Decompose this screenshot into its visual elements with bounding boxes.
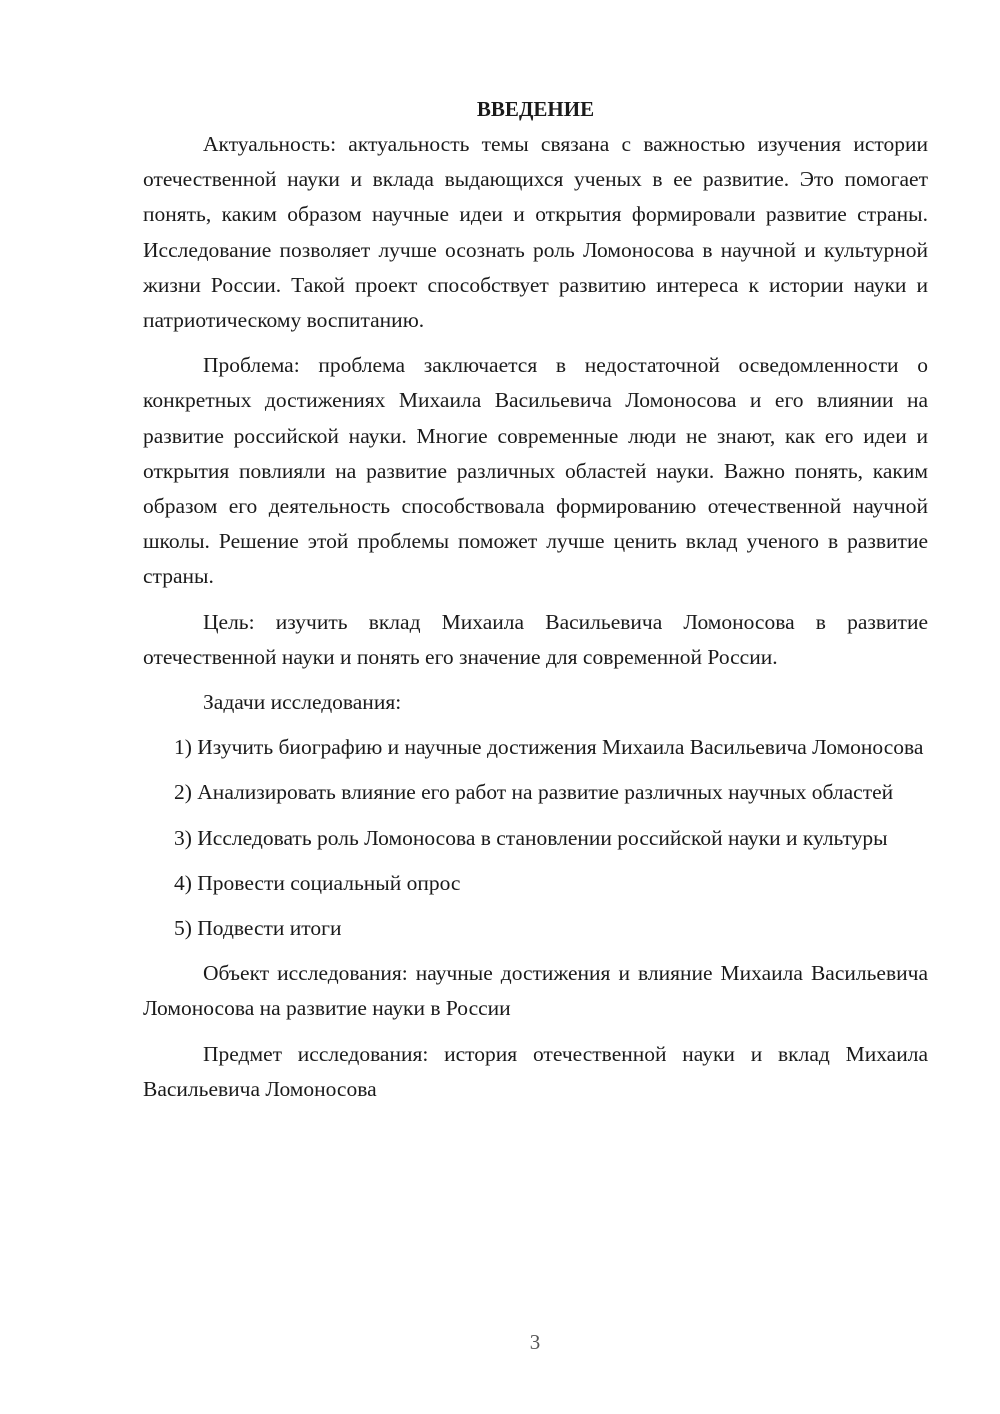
task-item-4: 4) Провести социальный опрос bbox=[174, 870, 461, 895]
subject-paragraph: Предмет исследования: история отечественной науки и вклад Михаила Васильевича Ломоносова bbox=[143, 1041, 928, 1101]
relevance-paragraph: Актуальность: актуальность темы связана с важностью изучения истории отечественной науки и вклада выдающихся ученых в ее развитие. Это помогает понять, каким образом научные идеи и открытия формировали развитие страны. Исследование позволяет лучше осознать роль Ломоносова в научной и культурной жизни России. Такой проект способствует развитию интереса к истории науки и патриотическому воспитанию. bbox=[143, 132, 928, 333]
task-item-3: 3) Исследовать роль Ломоносова в становлении российской науки и культуры bbox=[174, 825, 888, 850]
tasks-title: Задачи исследования: bbox=[203, 690, 402, 715]
goal-paragraph: Цель: изучить вклад Михаила Васильевича Ломоносова в развитие отечественной науки и понять его значение для современной России. bbox=[143, 609, 928, 669]
page-title: ВВЕДЕНИЕ bbox=[476, 97, 595, 121]
object-paragraph: Объект исследования: научные достижения и влияние Михаила Васильевича Ломоносова на развитие науки в России bbox=[143, 961, 928, 1021]
problem-paragraph: Проблема: проблема заключается в недостаточной осведомленности о конкретных достижениях Михаила Васильевича Ломоносова и его влиянии на развитие российской науки. Многие современные люди не знают, как его идеи и открытия повлияли на развитие различных областей науки. Важно понять, каким образом его деятельность способствовала формированию отечественной научной школы. Решение этой проблемы поможет лучше ценить вклад ученого в развитие страны. bbox=[143, 353, 928, 589]
task-item-2: 2) Анализировать влияние его работ на развитие различных научных областей bbox=[174, 780, 894, 805]
document-page bbox=[143, 92, 928, 1107]
task-item-1: 1) Изучить биографию и научные достижения Михаила Васильевича Ломоносова bbox=[174, 735, 924, 760]
page-number: 3 bbox=[529, 1330, 541, 1354]
task-item-5: 5) Подвести итоги bbox=[174, 916, 342, 941]
